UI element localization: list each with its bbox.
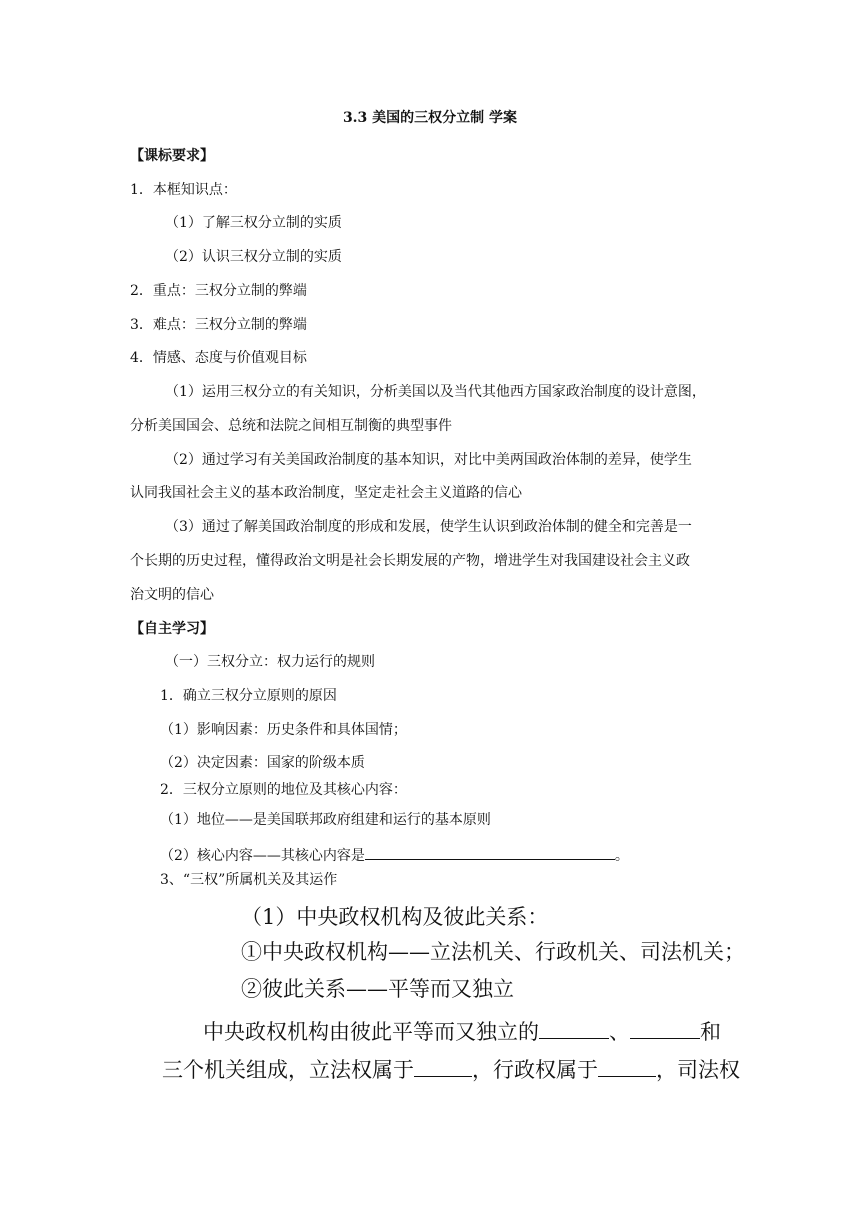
fill-sentence-2-text: 三个机关组成，立法权属于 [162,1058,414,1082]
study-principle-core [160,843,629,866]
document-title: 3.3 美国的三权分立制 学案 [342,110,518,126]
study-reason-heading: 1．确立三权分立原则的原因 [160,688,337,704]
central-organs-heading: （1）中央政权机构及彼此关系： [241,905,549,929]
blank-organ-1[interactable] [539,1016,609,1039]
fill-sentence-line-2 [162,1054,740,1085]
goal-2-line-2: 认同我国社会主义的基本政治制度，坚定走社会主义道路的信心 [130,485,522,501]
fill-sentence-line-1 [203,1016,721,1047]
central-organs-list: ①中央政权机构——立法机关、行政机关、司法机关； [241,940,745,964]
item-key-point: 2．重点：三权分立制的弊端 [130,283,307,299]
core-content-blank[interactable] [365,843,615,860]
study-reason-1: （1）影响因素：历史条件和具体国情； [160,722,407,738]
goal-3-line-2: 个长期的历史过程，懂得政治文明是社会长期发展的产物，增进学生对我国建设社会主义政 [130,553,690,569]
central-organs-relation: ②彼此关系——平等而又独立 [241,977,514,1001]
goal-2-line-1: （2）通过学习有关美国政治制度的基本知识，对比中美两国政治体制的差异，使学生 [165,452,692,468]
blank-organ-2[interactable] [630,1016,700,1039]
goal-3-line-3: 治文明的信心 [130,587,214,603]
study-reason-2: （2）决定因素：国家的阶级本质 [160,755,365,771]
core-content-label: （2）核心内容——其核心内容是 [160,848,365,864]
study-principle-status: （1）地位——是美国联邦政府组建和运行的基本原则 [160,812,491,828]
fill-sentence-2-end: ，司法权 [656,1058,740,1082]
study-part-1: （一）三权分立：权力运行的规则 [165,654,375,670]
item-knowledge-2: （2）认识三权分立制的实质 [165,249,342,265]
fill-sentence-1-text: 中央政权机构由彼此平等而又独立的 [203,1020,539,1044]
item-values-goal: 4．情感、态度与价值观目标 [130,350,307,366]
core-content-end: 。 [614,848,629,864]
fill-sentence-1-sep: 、 [609,1020,630,1044]
section-heading-curriculum: 【课标要求】 [130,148,214,164]
fill-sentence-1-end: 和 [700,1020,721,1044]
item-knowledge-points: 1．本框知识点： [130,182,237,198]
section-heading-self-study: 【自主学习】 [130,621,214,637]
blank-executive[interactable] [598,1054,656,1077]
item-knowledge-1: （1）了解三权分立制的实质 [165,215,342,231]
study-organs-heading: 3、“三权”所属机关及其运作 [160,872,338,888]
item-difficult-point: 3．难点：三权分立制的弊端 [130,317,307,333]
goal-3-line-1: （3）通过了解美国政治制度的形成和发展，使学生认识到政治体制的健全和完善是一 [165,519,692,535]
fill-sentence-2-mid: ，行政权属于 [472,1058,598,1082]
goal-1-line-2: 分析美国国会、总统和法院之间相互制衡的典型事件 [130,418,452,434]
study-principle-heading: 2．三权分立原则的地位及其核心内容： [160,782,407,798]
goal-1-line-1: （1）运用三权分立的有关知识，分析美国以及当代其他西方国家政治制度的设计意图， [165,384,706,400]
blank-legislative[interactable] [414,1054,472,1077]
